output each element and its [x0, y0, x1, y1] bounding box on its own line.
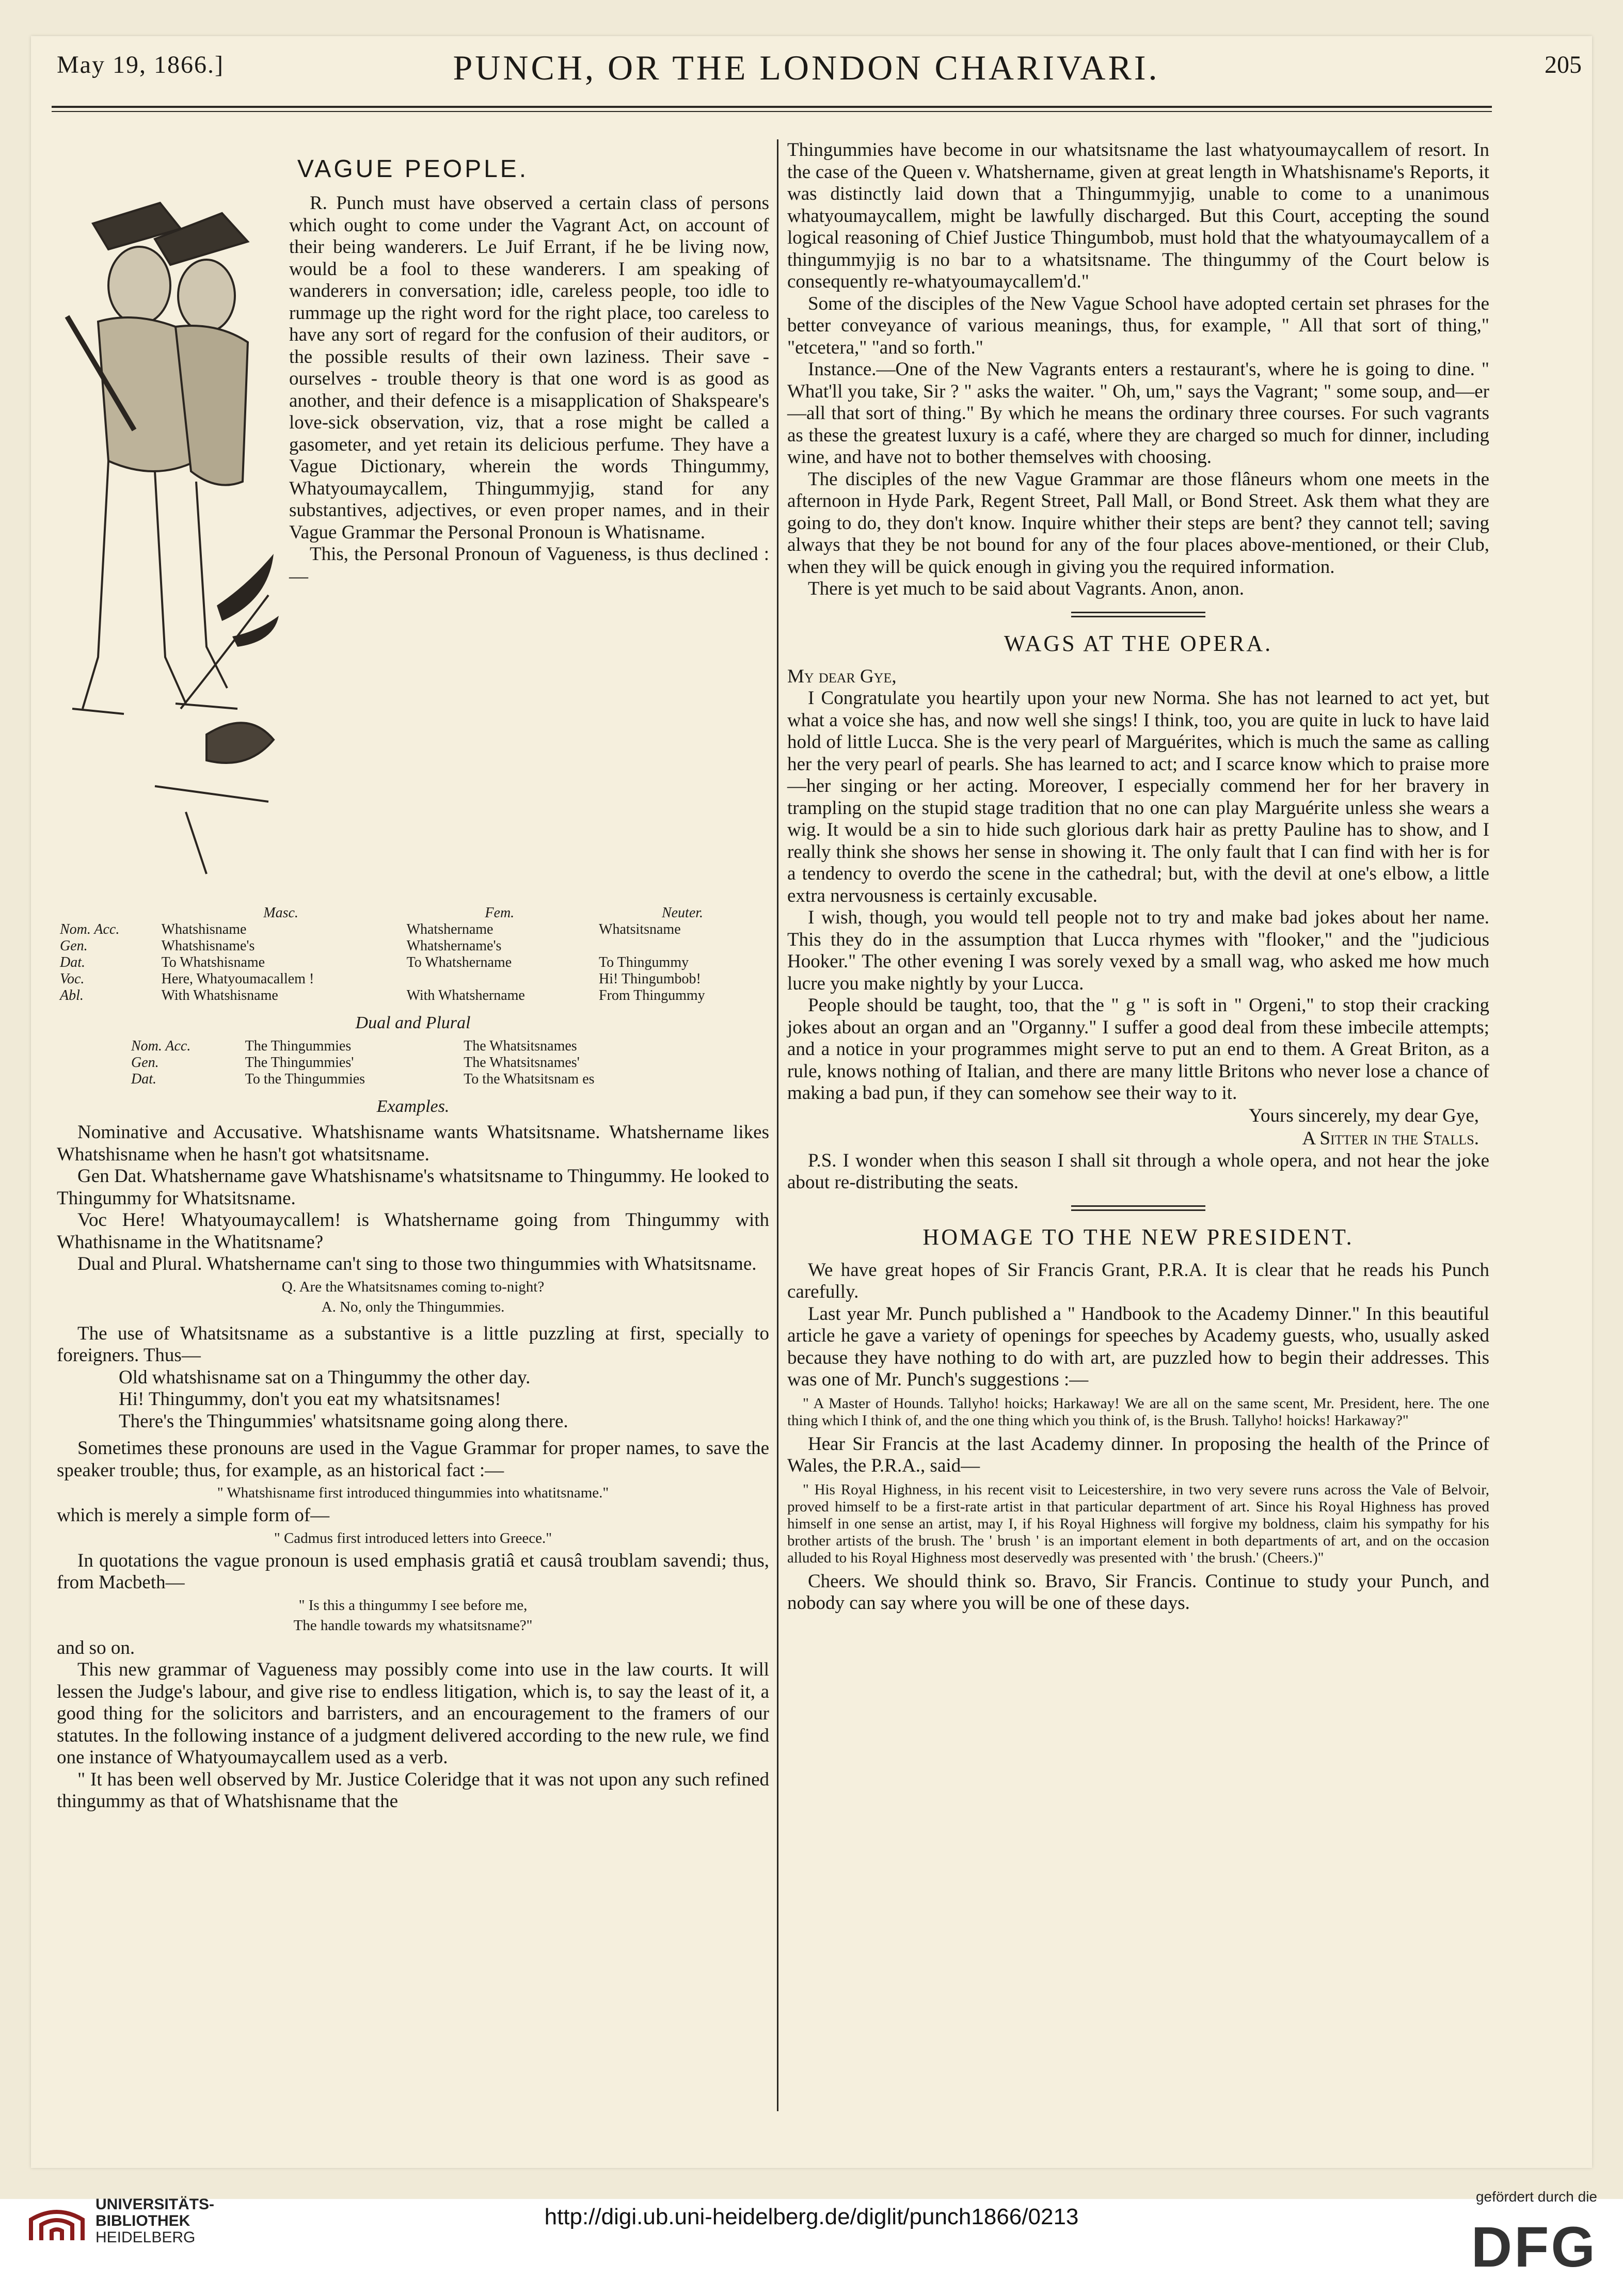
- header-rule-top: [52, 106, 1492, 108]
- dual-case: Nom. Acc.: [131, 1038, 191, 1054]
- example-4: Dual and Plural. Whatshername can't sing to those two thingummies with Whatsitsname.: [77, 1253, 757, 1274]
- homage-quote-1: " A Master of Hounds. Tallyho! hoicks; Harkaway! We are all on the same scent, Mr. President, here. The one thing which I think of, and the one thing which you think of, is the Brush. Tallyho! hoicks! Harkaway?": [787, 1395, 1489, 1429]
- dual-row: [128, 1038, 698, 1055]
- right-column: [787, 139, 1489, 1615]
- column-divider: [777, 139, 778, 2111]
- declension-row: [57, 921, 769, 938]
- homage-paragraph-4: Cheers. We should think so. Bravo, Sir Francis. Continue to study your Punch, and nobody can say where you will be one of these days.: [787, 1570, 1489, 1614]
- declension-head-fem: Fem.: [485, 905, 515, 921]
- page-header: [21, 47, 1592, 89]
- dual-cell: The Whatsitsnames: [464, 1038, 577, 1054]
- header-rule-bottom: [52, 111, 1492, 112]
- homage-paragraph-1: We have great hopes of Sir Francis Grant, P.R.A. It is clear that he reads his Punch carefully.: [787, 1259, 1489, 1302]
- vague-paragraph-2: This, the Personal Pronoun of Vagueness, is thus declined :—: [289, 544, 769, 587]
- qa-answer: A. No, only the Thingummies.: [321, 1298, 505, 1315]
- verse-line-2: Hi! Thingummy, don't you eat my whatsitsnames!: [119, 1389, 501, 1410]
- article-title-vague-people: VAGUE PEOPLE.: [297, 155, 529, 183]
- article-title-homage: HOMAGE TO THE NEW PRESIDENT.: [922, 1224, 1354, 1250]
- qa-question: Q. Are the Whatsitsnames coming to-night?: [281, 1278, 545, 1295]
- wags-postscript: P.S. I wonder when this season I shall sit through a whole opera, and not hear the joke about re-distributing the seats.: [787, 1150, 1489, 1193]
- quote-macbeth-line-2: The handle towards my whatsitsname?": [293, 1617, 533, 1634]
- header-title: PUNCH, OR THE LONDON CHARIVARI.: [453, 48, 1160, 87]
- vague-paragraph-3: The use of Whatsitsname as a substantive is a little puzzling at first, specially to foreigners. Thus—: [57, 1322, 769, 1366]
- uni-name-line-2: BIBLIOTHEK: [96, 2212, 190, 2229]
- continued-paragraph-1: Thingummies have become in our whatsitsname the last whatyoumaycallem of resort. In the case of the Queen v. Whatshername, given at great length in Whatshisname's Reports, it was distinctly laid down that a Thingummyjig, unable to come to a unanimous whatyoumaycallem, might be lawfully discharged. But this Court, accepting the sound logical reasoning of Chief Justice Thingumbob, must hold that the whatyoumaycallem of a thingummyjig is no bar to a whatsitsname. The thingummy of the Court below is consequently re-whatyoumaycallem'd.": [787, 139, 1489, 292]
- verse-line-1: Old whatshisname sat on a Thingummy the other day.: [119, 1366, 531, 1388]
- example-1: Nominative and Accusative. Whatshisname wants Whatsitsname. Whatshername likes Whatshisname when he hasn't got whatsitsname.: [57, 1122, 769, 1165]
- declension-case: Nom. Acc.: [60, 921, 120, 937]
- declension-cell: Hi! Thingumbob!: [599, 971, 701, 987]
- signature-line-1: Yours sincerely, my dear Gye,: [1249, 1105, 1479, 1126]
- declension-cell: Here, Whatyoumacallem !: [161, 971, 314, 987]
- verse-line-3: There's the Thingummies' whatsitsname going along there.: [119, 1410, 568, 1432]
- dfg-logo: DFG: [1471, 2215, 1597, 2279]
- declension-row: [57, 938, 769, 954]
- declension-cell: Whatshisname's: [161, 938, 255, 954]
- source-url-link[interactable]: http://digi.ub.uni-heidelberg.de/diglit/punch1866/0213: [544, 2204, 1079, 2229]
- left-column: [57, 150, 769, 1813]
- quote-macbeth-line-1: " Is this a thingummy I see before me,: [298, 1597, 528, 1614]
- quote-whatshisname: " Whatshisname first introduced thingummies into whatitsname.": [217, 1485, 609, 1501]
- declension-row: [57, 954, 769, 971]
- vague-paragraph-1: R. Punch must have observed a certain class of persons which ought to come under the Vagrant Act, on account of their being wanderers. Le Juif Errant, if he be living now, would be a fool to these wanderers. I am speaking of wanderers in conversation; idle, careless people, too idle to rummage up the right word for the right place, too careless to have any sort of regard for the confusion of their auditors, or the possible results of their own laziness. Their save - ourselves - trouble theory is that one word is as good as another, and their defence is a misapplication of Shakspeare's love-sick observation, viz, that a rose might be called a gasometer, and yet retain its delicious perfume. They have a Vague Dictionary, wherein the words Thingummy, Whatyoumaycallem, Thingummyjig, stand for any substantives, adjectives, or even proper names, and in their Vague Grammar the Personal Pronoun is Whatisname.: [289, 193, 769, 543]
- vague-paragraph-8: This new grammar of Vagueness may possibly come into use in the law courts. It will lessen the Judge's labour, and give rise to endless litigation, which is, to say the least of it, a good thing for the solicitors and barristers, and an encouragement to the framers of our statutes. In the following instance of a judgment delivered according to the new rule, we find one instance of Whatyoumaycallem used as a verb.: [57, 1659, 769, 1768]
- declension-cell: Whatshisname: [161, 921, 247, 937]
- dual-cell: The Thingummies: [245, 1038, 352, 1054]
- dual-plural-table: [128, 1038, 698, 1088]
- declension-cell: [404, 971, 596, 987]
- continued-paragraph-4: The disciples of the new Vague Grammar are those flâneurs whom one meets in the afternoon in Hyde Park, Regent Street, Pall Mall, or Bond Street. Ask them what they are going to do, they don't know. Inquire whither their steps are bent? they cannot tell; saving always that they be not bound for any of the four places above-mentioned, or their Club, when they will be quick enough in giving you the required information.: [787, 468, 1489, 578]
- declension-row: [57, 971, 769, 987]
- declension-cell: With Whatshisname: [161, 987, 278, 1003]
- dual-cell: To the Whatsitsnam es: [464, 1071, 595, 1087]
- uni-name-line-1: UNIVERSITÄTS-: [96, 2196, 215, 2213]
- continued-paragraph-5: There is yet much to be said about Vagrants. Anon, anon.: [808, 578, 1245, 599]
- declension-cell: To Whatshername: [406, 954, 512, 970]
- declension-cell: To Thingummy: [599, 954, 689, 970]
- wags-paragraph-2: I wish, though, you would tell people not to try and make bad jokes about her name. This they do in the assumption that Lucca rhymes with "flooker," and the "judicious Hooker." The other evening I was sorely vexed by a small wag, who asked me how much lucre you make nightly by your Lucca.: [787, 907, 1489, 994]
- article-title-wags: WAGS AT THE OPERA.: [1004, 630, 1273, 656]
- declension-head-neuter: Neuter.: [661, 905, 704, 921]
- dual-plural-title: Dual and Plural: [355, 1013, 471, 1032]
- example-3: Voc Here! Whatyoumaycallem! is Whatshername going from Thingummy with Whathisname in the Whatitsname?: [57, 1209, 769, 1253]
- declension-case: Gen.: [60, 938, 88, 954]
- dual-row: [128, 1071, 698, 1088]
- header-page-number: 205: [1545, 51, 1582, 78]
- declension-cell: From Thingummy: [599, 987, 705, 1003]
- declension-head-case: [57, 905, 158, 921]
- declension-case: Abl.: [60, 987, 84, 1003]
- signature-line-2: A Sitter in the Stalls.: [1302, 1127, 1479, 1149]
- dual-cell: The Thingummies': [245, 1055, 354, 1071]
- section-separator: [1071, 1205, 1205, 1213]
- declension-cell: With Whatshername: [406, 987, 525, 1003]
- vague-paragraph-4: Sometimes these pronouns are used in the Vague Grammar for proper names, to save the speaker trouble; thus, for example, as an historical fact :—: [57, 1438, 769, 1481]
- example-2: Gen Dat. Whatshername gave Whatshisname's whatsitsname to Thingummy. He looked to Thingummy for Whatsitsname.: [57, 1166, 769, 1209]
- header-date: May 19, 1866.]: [57, 51, 224, 78]
- letter-salutation: My dear Gye,: [787, 665, 897, 687]
- dual-case: Gen.: [131, 1055, 159, 1071]
- wags-paragraph-3: People should be taught, too, that the " g " is soft in " Orgeni," to stop their cracking jokes about an organ and an "Organny." I suffer a good deal from these imbecile attempts; and a notice in your programmes might serve to put an end to them. A Great Briton, as a rule, knows nothing of Italian, and there are many little Britons who never lose a chance of making a bad pun, if they can somehow see their way to it.: [787, 995, 1489, 1104]
- vague-paragraph-6: In quotations the vague pronoun is used emphasis gratiâ et causâ troublam savendi; thus, from Macbeth—: [57, 1550, 769, 1593]
- examples-title: Examples.: [376, 1097, 450, 1116]
- declension-row: [57, 987, 769, 1004]
- dual-cell: To the Thingummies: [245, 1071, 365, 1087]
- vague-paragraph-7: and so on.: [57, 1637, 135, 1659]
- declension-case: Voc.: [60, 971, 85, 987]
- uni-name-line-3: HEIDELBERG: [96, 2229, 196, 2246]
- dual-cell: The Whatsitsnames': [464, 1055, 580, 1071]
- continued-paragraph-3: Instance.—One of the New Vagrants enters a restaurant's, where he is going to dine. " What'll you take, Sir ? " asks the waiter. " Oh, um," says the Vagrant; " some soup, and—er—all that sort of thing." By which he means the ordinary three courses. For such vagrants as these the greatest luxury is a café, where they are charged so much for dinner, including wine, and have not to bother themselves with choosing.: [787, 359, 1489, 468]
- declension-cell: [596, 938, 769, 954]
- homage-quote-2: " His Royal Highness, in his recent visit to Leicestershire, in two very severe runs across the Vale of Belvoir, proved himself to be a first-rate artist in that particular department of art. Since his Royal Highness has proved himself in one sense an artist, may I, if his Royal Highness will forgive my boldness, claim his sympathy for his brother artists of the brush. The ' brush ' is an important element in both departments of art, and on the occasion alluded to his Royal Highness most deservedly was presented with ' the brush.' (Cheers.)": [787, 1481, 1489, 1566]
- declension-cell: Whatshername's: [406, 938, 502, 954]
- homage-paragraph-3: Hear Sir Francis at the last Academy dinner. In proposing the health of the Prince of Wales, the P.R.A., said—: [787, 1433, 1489, 1476]
- homage-paragraph-2: Last year Mr. Punch published a " Handbook to the Academy Dinner." In this beautiful article he gave a variety of openings for speeches by Academy guests, who, usually asked because they have nothing to do with art, are puzzled how to begin their addresses. This was one of Mr. Punch's suggestions :—: [787, 1303, 1489, 1390]
- declension-table: [57, 905, 769, 1004]
- vague-paragraph-9: " It has been well observed by Mr. Justice Coleridge that it was not upon any such refined thingummy as that of Whatshisname that the: [57, 1768, 769, 1812]
- vague-paragraph-5: which is merely a simple form of—: [57, 1505, 330, 1526]
- declension-header-row: [57, 905, 769, 921]
- declension-case: Dat.: [60, 954, 85, 970]
- declension-cell: Whatsitsname: [599, 921, 681, 937]
- declension-head-masc: Masc.: [263, 905, 298, 921]
- illustration-two-figures: [52, 193, 279, 900]
- funding-note: gefördert durch die: [1475, 2189, 1597, 2205]
- continued-paragraph-2: Some of the disciples of the New Vague School have adopted certain set phrases for the better conveyance of various meanings, thus, for example, " All that sort of thing," "etcetera," "and so forth.": [787, 293, 1489, 358]
- declension-cell: Whatshername: [406, 921, 494, 937]
- dual-row: [128, 1055, 698, 1071]
- quote-cadmus: " Cadmus first introduced letters into Greece.": [274, 1529, 552, 1546]
- wags-paragraph-1: I Congratulate you heartily upon your new Norma. She has not learned to act yet, but what a voice she has, and now well she sings! I think, too, you are quite in luck to have laid hold of little Lucca. She is the very pearl of Marguérites, which is much the same as calling her the very pearl of pearls. She has learned to act; and I scarce know which to praise more—her singing or her acting. Moreover, I especially commend her for her bravery in trampling on the stupid stage tradition that no one can play Marguérite unless she wears a wig. It would be a sin to hide such glorious dark hair as pretty Pauline has to show, and I really think she shows her sense in showing it. The only fault that I can find with her is for a tendency to overdo the scene in the cathedral; but, with the devil at one's elbow, a little extra nervousness is certainly excusable.: [787, 688, 1489, 906]
- declension-cell: To Whatshisname: [161, 954, 265, 970]
- section-separator: [1071, 612, 1205, 619]
- dual-case: Dat.: [131, 1071, 156, 1087]
